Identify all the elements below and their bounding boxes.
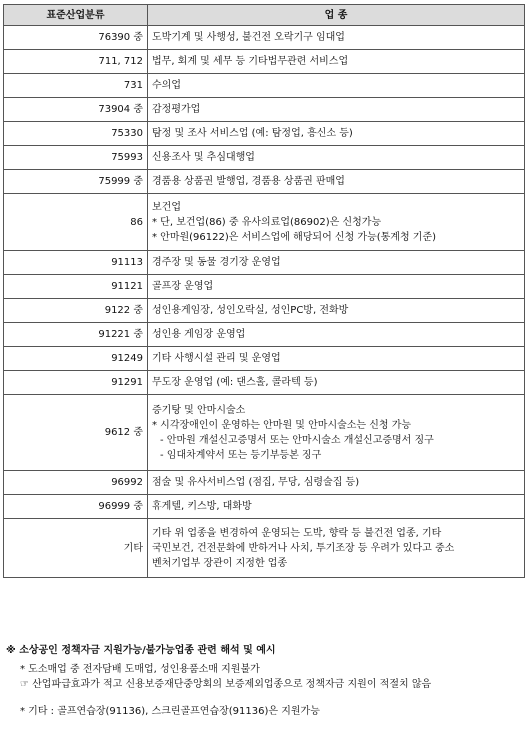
row-desc bbox=[148, 495, 525, 519]
row-desc bbox=[148, 251, 525, 275]
row-code: 86 bbox=[4, 194, 148, 251]
row-code: 73904 중 bbox=[4, 98, 148, 122]
row-code: 75330 bbox=[4, 122, 148, 146]
desc-subnote-line: - 안마원 개설신고증명서 또는 안마시술소 개설신고증명서 징구 bbox=[160, 434, 434, 446]
desc-line: 도박기계 및 사행성, 불건전 오락기구 임대업 bbox=[152, 32, 345, 43]
desc-line: 성인용게임장, 성인오락실, 성인PC방, 전화방 bbox=[152, 305, 349, 316]
row-code: 91249 bbox=[4, 347, 148, 371]
row-code: 91221 중 bbox=[4, 323, 148, 347]
desc-line: 경품용 상품권 발행업, 경품용 상품권 판매업 bbox=[152, 176, 345, 187]
row-desc bbox=[148, 471, 525, 495]
table-row bbox=[4, 395, 525, 471]
row-desc bbox=[148, 275, 525, 299]
table-row bbox=[4, 299, 525, 323]
row-desc bbox=[148, 299, 525, 323]
note-line: * 기타 : 골프연습장(91136), 스크린골프연습장(91136)은 지원가능 bbox=[20, 706, 320, 717]
header-code: 표준산업분류 bbox=[4, 5, 148, 26]
row-code: 9612 중 bbox=[4, 395, 148, 471]
row-code: 731 bbox=[4, 74, 148, 98]
industry-table bbox=[3, 4, 525, 578]
desc-line: 점술 및 유사서비스업 (점집, 무당, 심령술집 등) bbox=[152, 477, 360, 488]
row-code: 기타 bbox=[4, 519, 148, 578]
table-row bbox=[4, 347, 525, 371]
notes-section bbox=[6, 643, 524, 719]
desc-line: 국민보건, 건전문화에 반하거나 사치, 투기조장 등 우려가 있다고 중소 bbox=[152, 542, 455, 554]
desc-line: 무도장 운영업 (예: 댄스홀, 콜라텍 등) bbox=[152, 377, 318, 388]
row-desc bbox=[148, 170, 525, 194]
row-desc bbox=[148, 50, 525, 74]
desc-line: 수의업 bbox=[152, 80, 181, 91]
row-desc bbox=[148, 122, 525, 146]
desc-note-line: * 단, 보건업(86) 중 유사의료업(86902)은 신청가능 bbox=[152, 216, 382, 228]
desc-line: 신용조사 및 추심대행업 bbox=[152, 152, 255, 163]
row-code: 91291 bbox=[4, 371, 148, 395]
row-code: 96992 bbox=[4, 471, 148, 495]
row-desc bbox=[148, 74, 525, 98]
row-desc bbox=[148, 519, 525, 578]
desc-line: 벤처기업부 장관이 지정한 업종 bbox=[152, 557, 288, 569]
desc-line: 법무, 회계 및 세무 등 기타법무관련 서비스업 bbox=[152, 56, 349, 67]
row-desc bbox=[148, 26, 525, 50]
desc-note-line: * 안마원(96122)은 서비스업에 해당되어 신청 가능(통계청 기준) bbox=[152, 231, 437, 243]
desc-line: 기타 사행시설 관리 및 운영업 bbox=[152, 353, 281, 364]
table-row bbox=[4, 98, 525, 122]
row-desc bbox=[148, 194, 525, 251]
desc-line: 감정평가업 bbox=[152, 104, 201, 115]
note-line: * 도소매업 중 전자담배 도매업, 성인용품소매 지원불가 bbox=[20, 664, 260, 675]
row-desc bbox=[148, 146, 525, 170]
table-row bbox=[4, 26, 525, 50]
table-row bbox=[4, 275, 525, 299]
table-row bbox=[4, 146, 525, 170]
table-row bbox=[4, 323, 525, 347]
notes-title: ※ 소상공인 정책자금 지원가능/불가능업종 관련 해석 및 예시 bbox=[6, 645, 276, 656]
row-desc bbox=[148, 347, 525, 371]
table-row bbox=[4, 471, 525, 495]
table-row bbox=[4, 122, 525, 146]
table-row bbox=[4, 170, 525, 194]
row-desc bbox=[148, 371, 525, 395]
desc-line: 보건업 bbox=[152, 201, 181, 213]
row-code: 711, 712 bbox=[4, 50, 148, 74]
table-row bbox=[4, 74, 525, 98]
row-code: 96999 중 bbox=[4, 495, 148, 519]
desc-subnote-line: - 임대차계약서 또는 등기부등본 징구 bbox=[160, 449, 322, 461]
table-header-row bbox=[4, 5, 525, 26]
header-business: 업 종 bbox=[148, 5, 525, 26]
row-code: 91121 bbox=[4, 275, 148, 299]
desc-line: 증기탕 및 안마시술소 bbox=[152, 404, 246, 416]
row-desc bbox=[148, 98, 525, 122]
table-row bbox=[4, 194, 525, 251]
table-row bbox=[4, 251, 525, 275]
table-row bbox=[4, 371, 525, 395]
row-code: 75993 bbox=[4, 146, 148, 170]
desc-line: 성인용 게임장 운영업 bbox=[152, 329, 246, 340]
row-code: 75999 중 bbox=[4, 170, 148, 194]
row-code: 9122 중 bbox=[4, 299, 148, 323]
desc-line: 골프장 운영업 bbox=[152, 281, 214, 292]
row-desc bbox=[148, 323, 525, 347]
desc-line: 기타 위 업종을 변경하여 운영되는 도박, 향락 등 불건전 업종, 기타 bbox=[152, 527, 442, 539]
table-row bbox=[4, 519, 525, 578]
desc-note-line: * 시각장애인이 운영하는 안마원 및 안마시술소는 신청 가능 bbox=[152, 419, 412, 431]
note-line: ☞ 산업파급효과가 적고 신용보증재단중앙회의 보증제외업종으로 정책자금 지원이 적절치 않음 bbox=[20, 679, 432, 690]
table-row bbox=[4, 50, 525, 74]
desc-line: 휴게텔, 키스방, 대화방 bbox=[152, 501, 252, 512]
row-code: 91113 bbox=[4, 251, 148, 275]
desc-line: 경주장 및 동물 경기장 운영업 bbox=[152, 257, 281, 268]
row-desc bbox=[148, 395, 525, 471]
table-row bbox=[4, 495, 525, 519]
note-spacer bbox=[6, 692, 524, 704]
row-code: 76390 중 bbox=[4, 26, 148, 50]
desc-line: 탐정 및 조사 서비스업 (예: 탐정업, 흥신소 등) bbox=[152, 128, 353, 139]
